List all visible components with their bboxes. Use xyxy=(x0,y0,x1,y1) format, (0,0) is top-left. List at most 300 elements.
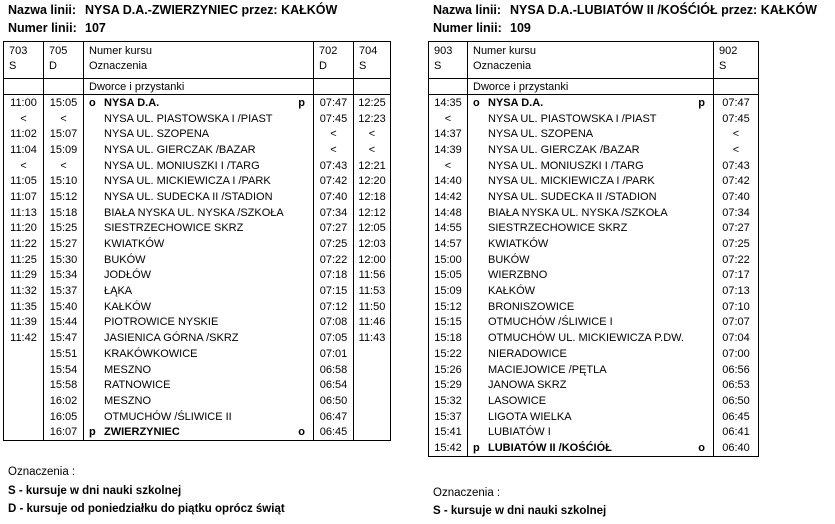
return-time-cell: 07:45 xyxy=(722,112,750,125)
empty-cell xyxy=(714,79,758,94)
line-number-value: 107 xyxy=(85,20,106,35)
station-name: OTMUCHÓW UL. MICKIEWICZA P.DW. xyxy=(488,332,684,345)
table-row xyxy=(4,393,390,409)
station-cell xyxy=(84,158,314,174)
line-number-row xyxy=(8,20,403,38)
station-cell xyxy=(468,111,714,127)
table-row xyxy=(429,221,758,237)
departure-time-cell: 14:40 xyxy=(429,173,468,189)
course-number: 902 xyxy=(719,45,738,57)
departure-time-cell: 15:41 xyxy=(429,424,468,440)
line-number-label: Numer linii: xyxy=(433,20,502,35)
station-cell xyxy=(468,252,714,268)
departure-time-cell: 11:35 xyxy=(4,299,44,315)
station-name: BIAŁA NYSKA UL. NYSKA /SZKOŁA xyxy=(488,206,668,219)
departure-time-cell: < xyxy=(429,158,468,174)
departure-time-cell: < xyxy=(4,158,44,174)
station-cell xyxy=(468,330,714,346)
return-time-cell: 07:12 xyxy=(314,299,354,315)
departure-time-cell: 15:58 xyxy=(44,377,84,393)
station-cell xyxy=(84,393,314,409)
table-row xyxy=(4,346,390,362)
legend-109 xyxy=(428,484,828,521)
departure-time-cell: 11:20 xyxy=(4,221,44,237)
station-cell xyxy=(84,346,314,362)
numer-kursu-label: Numer kursu xyxy=(473,45,536,57)
departure-time-cell: 15:09 xyxy=(429,283,468,299)
return-time-cell: < xyxy=(732,128,740,141)
departure-time-cell: 14:35 xyxy=(429,95,468,111)
return-time-cell: 07:07 xyxy=(722,316,750,329)
station-name: BUKÓW xyxy=(488,253,530,266)
table-row xyxy=(429,205,758,221)
return-time-cell: 06:58 xyxy=(314,362,354,378)
departure-time-cell: 15:07 xyxy=(44,126,84,142)
station-cell xyxy=(468,440,714,456)
departure-time-cell: < xyxy=(4,111,44,127)
return-time-cell: 11:46 xyxy=(358,316,386,329)
station-name: NYSA D.A. xyxy=(104,96,160,109)
departure-time-cell: 15:18 xyxy=(429,330,468,346)
course-mark: S xyxy=(434,60,442,72)
departure-time-cell xyxy=(4,424,44,440)
table-header-row xyxy=(429,42,758,79)
return-time-cell: < xyxy=(314,126,354,142)
return-time-cell: 06:47 xyxy=(314,409,354,425)
return-time-cell: 12:05 xyxy=(358,222,386,235)
station-cell xyxy=(468,315,714,331)
table-row xyxy=(429,377,758,393)
return-time-cell: 07:08 xyxy=(314,315,354,331)
station-cell xyxy=(84,424,314,440)
timetable-table-109 xyxy=(428,41,759,457)
table-row xyxy=(4,377,390,393)
table-row xyxy=(4,173,390,189)
stops-caption-cell: Dworce i przystanki xyxy=(84,79,314,94)
station-cell xyxy=(468,95,714,111)
departure-time-cell: 15:37 xyxy=(44,283,84,299)
station-cell xyxy=(84,236,314,252)
return-time-cell: 12:03 xyxy=(358,238,386,251)
departure-time-cell: 11:05 xyxy=(4,173,44,189)
station-cell xyxy=(84,377,314,393)
table-row xyxy=(4,205,390,221)
station-cell xyxy=(468,283,714,299)
table-row xyxy=(429,315,758,331)
station-name: JASIENICA GÓRNA /SKRZ xyxy=(104,332,239,345)
return-time-cell: 12:21 xyxy=(358,159,386,172)
empty-cell xyxy=(354,79,390,94)
departure-time-cell: 15:12 xyxy=(429,299,468,315)
station-name: KWIATKÓW xyxy=(488,238,549,251)
station-name: OTMUCHÓW /ŚLIWICE I xyxy=(488,316,613,329)
return-time-cell: 12:18 xyxy=(358,190,386,203)
station-name: OTMUCHÓW /ŚLIWICE II xyxy=(104,410,232,423)
return-time-cell: 12:25 xyxy=(358,96,386,109)
return-time-cell: 07:25 xyxy=(314,236,354,252)
return-time-cell xyxy=(354,424,390,440)
return-time-cell: 12:20 xyxy=(358,175,386,188)
departure-time-cell: < xyxy=(44,158,84,174)
station-cell xyxy=(84,221,314,237)
return-time-cell: 06:56 xyxy=(722,363,750,376)
return-time-cell: 07:42 xyxy=(722,175,750,188)
terminus-marker: p xyxy=(473,441,480,454)
station-name: NYSA UL. SUDECKA II /STADION xyxy=(488,190,657,203)
departure-time-cell: 15:47 xyxy=(44,330,84,346)
table-row xyxy=(429,393,758,409)
table-row xyxy=(429,299,758,315)
course-number: 705 xyxy=(49,45,68,57)
departure-time-cell: 15:05 xyxy=(429,268,468,284)
station-name: NYSA UL. PIASTOWSKA I /PIAST xyxy=(488,112,657,125)
station-cell xyxy=(468,142,714,158)
station-cell xyxy=(84,173,314,189)
return-time-cell xyxy=(354,362,390,378)
return-time-cell: 07:27 xyxy=(722,222,750,235)
return-time-cell: 07:04 xyxy=(722,332,750,345)
station-name: KWIATKÓW xyxy=(104,238,165,251)
table-row xyxy=(429,283,758,299)
departure-time-cell: 16:07 xyxy=(44,424,84,440)
departure-time-cell: 15:00 xyxy=(429,252,468,268)
course-number: 903 xyxy=(434,45,453,57)
return-time-cell: 11:56 xyxy=(358,269,386,282)
course-number: 703 xyxy=(9,45,28,57)
legend-item-s: S - kursuje w dni nauki szkolnej xyxy=(433,505,607,518)
return-time-cell: 07:47 xyxy=(314,95,354,111)
return-time-cell: 07:17 xyxy=(722,269,750,282)
departure-time-cell: 15:15 xyxy=(429,315,468,331)
course-number-cell xyxy=(4,42,44,78)
return-time-cell: 07:40 xyxy=(722,190,750,203)
station-name: WIERZBNO xyxy=(488,269,548,282)
departure-time-cell xyxy=(4,346,44,362)
terminus-marker: o xyxy=(698,441,705,454)
timetable-panel-109 xyxy=(428,0,828,521)
station-name: PIOTROWICE NYSKIE xyxy=(104,316,219,329)
table-row xyxy=(4,409,390,425)
return-time-cell: 07:01 xyxy=(314,346,354,362)
course-mark: S xyxy=(719,60,727,72)
departure-time-cell: 15:10 xyxy=(44,173,84,189)
station-cell xyxy=(468,393,714,409)
departure-time-cell: 15:05 xyxy=(44,95,84,111)
departure-time-cell: < xyxy=(429,111,468,127)
course-number-cell xyxy=(714,42,758,78)
departure-time-cell: 15:42 xyxy=(429,440,468,456)
return-time-cell: 07:45 xyxy=(314,111,354,127)
return-time-cell xyxy=(354,393,390,409)
station-name: NIERADOWICE xyxy=(488,347,567,360)
station-name: JANOWA SKRZ xyxy=(488,379,567,392)
table-row xyxy=(4,221,390,237)
station-name: NYSA UL. MICKIEWICZA I /PARK xyxy=(488,175,655,188)
station-cell xyxy=(84,126,314,142)
return-time-cell: 06:41 xyxy=(722,426,750,439)
return-time-cell: 11:43 xyxy=(358,332,386,345)
departure-time-cell: 11:13 xyxy=(4,205,44,221)
return-time-cell: 12:00 xyxy=(358,253,386,266)
departure-time-cell: 15:44 xyxy=(44,315,84,331)
terminus-marker: p xyxy=(298,96,305,109)
table-row xyxy=(4,315,390,331)
departure-time-cell xyxy=(4,362,44,378)
station-cell xyxy=(84,362,314,378)
table-row xyxy=(429,126,758,142)
departure-time-cell: 15:34 xyxy=(44,268,84,284)
line-titles xyxy=(3,0,403,37)
station-name: NYSA UL. PIASTOWSKA I /PIAST xyxy=(104,112,273,125)
station-name: KAŁKÓW xyxy=(104,300,152,313)
departure-time-cell xyxy=(4,409,44,425)
departure-time-cell: 15:29 xyxy=(429,377,468,393)
departure-time-cell: 14:48 xyxy=(429,205,468,221)
return-time-cell: 12:23 xyxy=(358,112,386,125)
station-name: ŁĄKA xyxy=(104,285,133,298)
course-mark: D xyxy=(319,60,327,72)
departure-time-cell: 11:42 xyxy=(4,330,44,346)
line-name-value: NYSA D.A.-LUBIATÓW II /KOŚĆIÓŁ przez: KAŁKÓW xyxy=(510,3,817,17)
return-time-cell: 07:34 xyxy=(314,205,354,221)
station-cell xyxy=(84,330,314,346)
course-number-cell xyxy=(354,42,390,78)
departure-time-cell: 15:51 xyxy=(44,346,84,362)
return-time-cell: 07:22 xyxy=(314,252,354,268)
departure-time-cell: 15:22 xyxy=(429,346,468,362)
line-name-label: Nazwa linii: xyxy=(433,3,502,17)
departure-time-cell: 11:29 xyxy=(4,268,44,284)
station-name: MACIEJOWICE /PĘTLA xyxy=(488,363,607,376)
return-time-cell: < xyxy=(314,142,354,158)
return-time-cell: 06:45 xyxy=(314,424,354,440)
departure-time-cell: 15:18 xyxy=(44,205,84,221)
station-name: NYSA UL. SZOPENA xyxy=(104,128,210,141)
terminus-marker: p xyxy=(698,96,705,109)
table-row xyxy=(4,142,390,158)
return-time-cell: 07:47 xyxy=(722,96,750,109)
empty-cell xyxy=(44,79,84,94)
table-subheader-row xyxy=(4,79,390,95)
station-cell xyxy=(468,205,714,221)
return-time-cell xyxy=(354,409,390,425)
return-time-cell: 06:40 xyxy=(722,441,750,454)
table-row xyxy=(4,158,390,174)
return-time-cell: 06:45 xyxy=(722,410,750,423)
table-row xyxy=(429,330,758,346)
station-cell xyxy=(468,189,714,205)
station-cell xyxy=(468,268,714,284)
return-time-cell: 11:50 xyxy=(358,300,386,313)
timetable-table-107 xyxy=(3,41,391,441)
line-name-row xyxy=(8,2,403,20)
empty-cell xyxy=(314,79,354,94)
legend-item-s: S - kursuje w dni nauki szkolnej xyxy=(8,484,182,497)
station-name: BUKÓW xyxy=(104,253,146,266)
table-row xyxy=(429,346,758,362)
return-time-cell: 07:40 xyxy=(314,189,354,205)
station-name: NYSA D.A. xyxy=(488,96,544,109)
departure-time-cell: 11:07 xyxy=(4,189,44,205)
line-titles xyxy=(428,0,828,37)
station-cell xyxy=(84,111,314,127)
station-name: NYSA UL. MONIUSZKI I /TARG xyxy=(488,159,644,172)
table-row xyxy=(4,126,390,142)
return-time-cell: 07:27 xyxy=(314,221,354,237)
oznaczenia-label: Oznaczenia xyxy=(89,60,148,72)
return-time-cell xyxy=(354,377,390,393)
station-name: JODŁÓW xyxy=(104,269,152,282)
course-number-cell xyxy=(429,42,468,78)
terminus-marker: o xyxy=(298,426,305,439)
station-cell xyxy=(84,252,314,268)
table-row xyxy=(4,236,390,252)
station-cell xyxy=(84,95,314,111)
station-cell xyxy=(468,409,714,425)
return-time-cell: 11:53 xyxy=(358,285,386,298)
table-row xyxy=(429,362,758,378)
return-time-cell xyxy=(354,346,390,362)
empty-cell xyxy=(429,79,468,94)
course-number-cell xyxy=(314,42,354,78)
table-row xyxy=(429,95,758,111)
station-cell xyxy=(468,377,714,393)
station-cell xyxy=(84,142,314,158)
table-row xyxy=(4,111,390,127)
legend-title: Oznaczenia : xyxy=(8,466,76,479)
table-row xyxy=(4,362,390,378)
station-cell xyxy=(84,409,314,425)
station-cell xyxy=(468,126,714,142)
station-cell xyxy=(468,221,714,237)
station-cell xyxy=(468,299,714,315)
table-row xyxy=(4,95,390,111)
table-row xyxy=(429,268,758,284)
legend-107 xyxy=(3,463,403,519)
station-name: BIAŁA NYSKA UL. NYSKA /SZKOŁA xyxy=(104,206,284,219)
course-number: 704 xyxy=(359,45,378,57)
line-number-label: Numer linii: xyxy=(8,20,77,35)
station-cell xyxy=(84,315,314,331)
terminus-marker: p xyxy=(89,426,96,439)
station-name: NYSA UL. GIERCZAK /BAZAR xyxy=(488,143,640,156)
table-row xyxy=(4,330,390,346)
table-row xyxy=(429,252,758,268)
station-cell xyxy=(468,158,714,174)
table-row xyxy=(4,268,390,284)
terminus-marker: o xyxy=(89,96,96,109)
numer-kursu-label: Numer kursu xyxy=(89,45,152,57)
departure-time-cell: 11:39 xyxy=(4,315,44,331)
oznaczenia-label: Oznaczenia xyxy=(473,60,532,72)
departure-time-cell: 11:25 xyxy=(4,252,44,268)
departure-time-cell: 15:25 xyxy=(44,221,84,237)
empty-cell xyxy=(4,79,44,94)
departure-time-cell: 15:54 xyxy=(44,362,84,378)
station-cell xyxy=(84,189,314,205)
line-number-value: 109 xyxy=(510,20,531,35)
legend-item-d: D - kursuje od poniedziałku do piątku oprócz świąt xyxy=(8,503,285,516)
departure-time-cell: 11:04 xyxy=(4,142,44,158)
table-row xyxy=(4,189,390,205)
return-time-cell: 07:34 xyxy=(722,206,750,219)
departure-time-cell: 14:57 xyxy=(429,236,468,252)
station-name: BRONISZOWICE xyxy=(488,300,575,313)
departure-time-cell: 15:32 xyxy=(429,393,468,409)
table-row xyxy=(429,409,758,425)
station-name: MESZNO xyxy=(104,394,152,407)
departure-time-cell: 11:32 xyxy=(4,283,44,299)
course-mark: S xyxy=(359,60,367,72)
stops-caption-cell: Dworce i przystanki xyxy=(468,79,714,94)
station-cell xyxy=(84,299,314,315)
return-time-cell: 07:43 xyxy=(314,158,354,174)
line-name-value: NYSA D.A.-ZWIERZYNIEC przez: KAŁKÓW xyxy=(85,3,338,17)
departure-time-cell: 15:09 xyxy=(44,142,84,158)
departure-time-cell: < xyxy=(44,111,84,127)
station-name: RATNOWICE xyxy=(104,379,171,392)
departure-time-cell: 14:42 xyxy=(429,189,468,205)
return-time-cell: 07:15 xyxy=(314,283,354,299)
table-row xyxy=(429,189,758,205)
table-row xyxy=(429,173,758,189)
return-time-cell: 06:50 xyxy=(314,393,354,409)
departure-time-cell: 15:26 xyxy=(429,362,468,378)
departure-time-cell: 15:40 xyxy=(44,299,84,315)
station-name: NYSA UL. SUDECKA II /STADION xyxy=(104,190,273,203)
line-name-row xyxy=(433,2,828,20)
station-name: LIGOTA WIELKA xyxy=(488,410,572,423)
table-row xyxy=(429,236,758,252)
station-name: MESZNO xyxy=(104,363,152,376)
terminus-marker: o xyxy=(473,96,480,109)
table-header-row xyxy=(4,42,390,79)
return-time-cell: < xyxy=(368,128,376,141)
station-name: NYSA UL. SZOPENA xyxy=(488,128,594,141)
return-time-cell: < xyxy=(368,143,376,156)
departure-time-cell: 15:37 xyxy=(429,409,468,425)
table-row xyxy=(4,283,390,299)
table-row xyxy=(4,252,390,268)
departure-time-cell: 15:27 xyxy=(44,236,84,252)
station-cell xyxy=(468,236,714,252)
departure-time-cell xyxy=(4,393,44,409)
return-time-cell: 07:13 xyxy=(722,285,750,298)
return-time-cell: < xyxy=(732,143,740,156)
departure-time-cell: 15:30 xyxy=(44,252,84,268)
return-time-cell: 07:43 xyxy=(722,159,750,172)
return-time-cell: 06:54 xyxy=(314,377,354,393)
table-row xyxy=(429,440,758,456)
table-row xyxy=(429,142,758,158)
return-time-cell: 07:10 xyxy=(722,300,750,313)
return-time-cell: 07:18 xyxy=(314,268,354,284)
return-time-cell: 07:25 xyxy=(722,238,750,251)
table-row xyxy=(429,424,758,440)
station-cell xyxy=(84,283,314,299)
station-name: NYSA UL. MICKIEWICZA I /PARK xyxy=(104,175,271,188)
line-name-label: Nazwa linii: xyxy=(8,3,77,17)
station-name: SIESTRZECHOWICE SKRZ xyxy=(104,222,244,235)
departure-time-cell: 16:02 xyxy=(44,393,84,409)
table-row xyxy=(4,299,390,315)
station-cell xyxy=(468,362,714,378)
return-time-cell: 06:50 xyxy=(722,394,750,407)
station-name: NYSA UL. MONIUSZKI I /TARG xyxy=(104,159,260,172)
station-name: NYSA UL. GIERCZAK /BAZAR xyxy=(104,143,256,156)
legend-title: Oznaczenia : xyxy=(433,486,501,499)
station-name: LUBIATÓW I xyxy=(488,426,551,439)
